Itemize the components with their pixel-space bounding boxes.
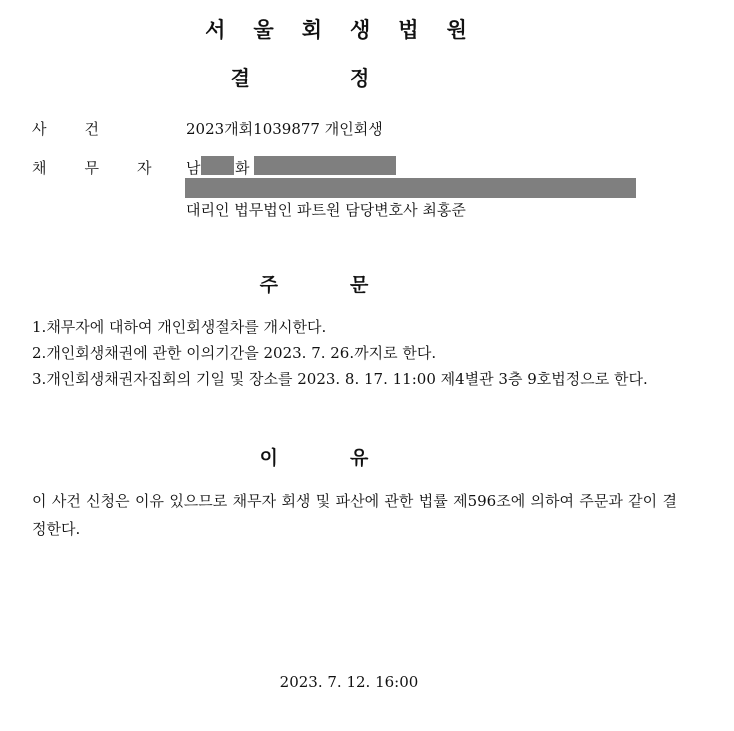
redaction-address [185, 178, 636, 198]
document-title: 결정 [230, 66, 470, 90]
order-item-text: 개인회생채권자집회의 기일 및 장소를 2023. 8. 17. 11:00 제4별관 3층 9호법정으로 한다. [46, 370, 648, 388]
debtor-agent: 대리인 법무법인 파트원 담당변호사 최홍준 [186, 201, 466, 219]
debtor-name-suffix: 화 [235, 159, 250, 177]
order-heading: 주문 [259, 274, 441, 296]
order-item-text: 개인회생채권에 관한 이의기간을 2023. 7. 26.까지로 한다. [46, 344, 437, 362]
redaction-id [254, 156, 396, 175]
reason-text: 이 사건 신청은 이유 있으므로 채무자 회생 및 파산에 관한 법률 제596조에 의하여 주문과 같이 결정한다. [32, 492, 677, 538]
order-item [32, 340, 694, 366]
order-item-text: 채무자에 대하여 개인회생절차를 개시한다. [46, 318, 327, 336]
debtor-name-prefix: 남 [186, 159, 201, 177]
order-item [32, 366, 699, 392]
debtor-label: 채무자 [32, 159, 190, 177]
reason-heading: 이유 [259, 447, 441, 469]
order-item [32, 314, 694, 340]
case-number: 2023개회1039877 개인회생 [186, 120, 383, 138]
case-label: 사건 [32, 120, 137, 138]
redaction-name [201, 156, 234, 175]
court-name: 서울회생법원 [205, 18, 495, 42]
order-item-number: 3. [32, 370, 47, 388]
order-item-number: 2. [32, 344, 47, 362]
decision-datetime: 2023. 7. 12. 16:00 [279, 673, 419, 691]
order-item-number: 1. [32, 318, 47, 336]
